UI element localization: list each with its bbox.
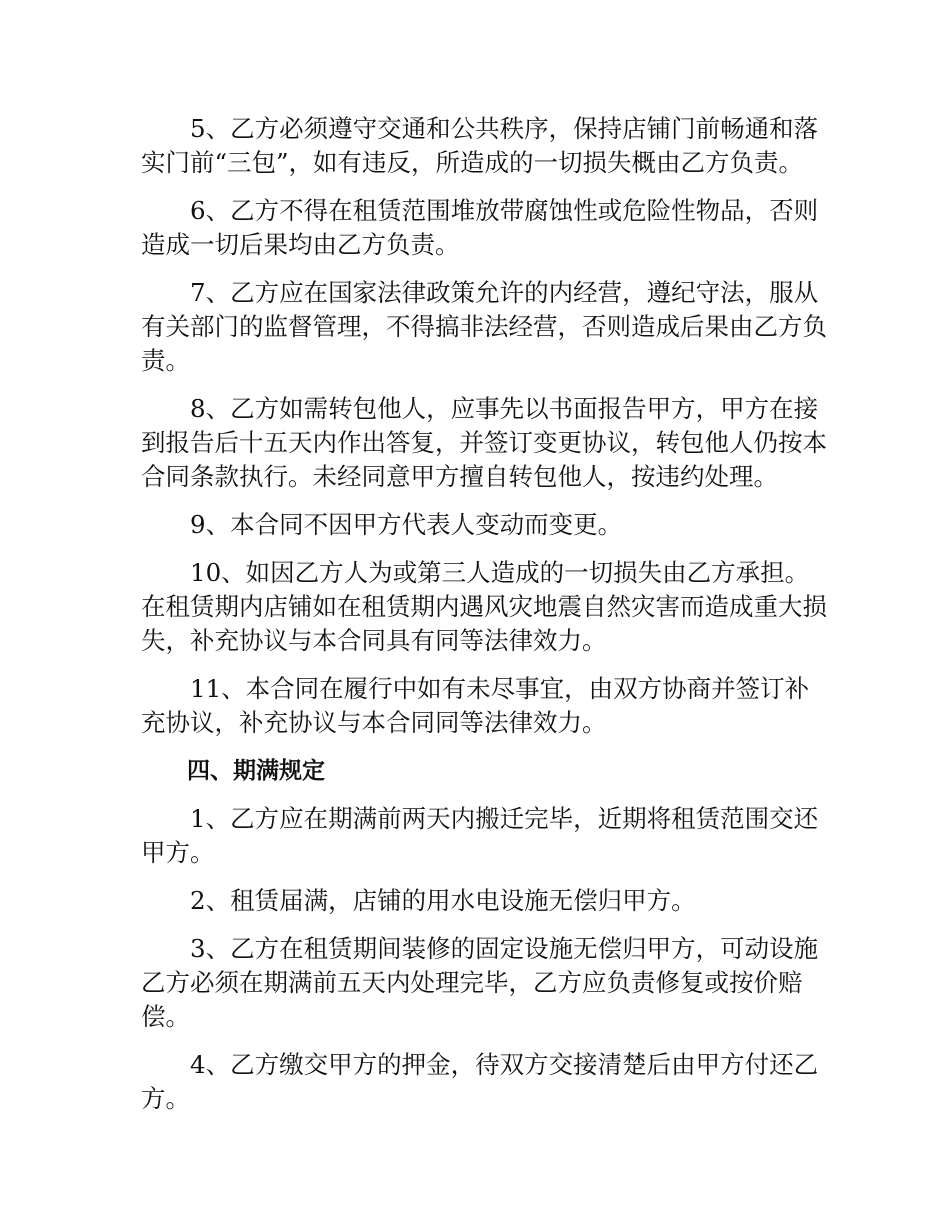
section-heading: 四、期满规定 — [187, 758, 325, 784]
clause-paragraph: 1、乙方应在期满前两天内搬迁完毕，近期将租赁范围交还甲方。 — [141, 804, 819, 867]
clause-paragraph: 11、本合同在履行中如有未尽事宜，由双方协商并签订补充协议，补充协议与本合同同等法律效力。 — [141, 674, 810, 737]
clause-paragraph: 8、乙方如需转包他人，应事先以书面报告甲方，甲方在接到报告后十五天内作出答复，并签订变更协议，转包他人仍按本合同条款执行。未经同意甲方擅自转包他人，按违约处理。 — [141, 394, 827, 491]
document-body — [141, 112, 831, 1130]
clause-paragraph: 4、乙方缴交甲方的押金，待双方交接清楚后由甲方付还乙方。 — [141, 1050, 819, 1113]
clause-paragraph: 10、如因乙方人为或第三人造成的一切损失由乙方承担。在租赁期内店铺如在租赁期内遇风灾地震自然灾害而造成重大损失，补充协议与本合同具有同等法律效力。 — [141, 558, 827, 655]
clause-paragraph: 9、本合同不因甲方代表人变动而变更。 — [190, 510, 623, 539]
clause-paragraph: 3、乙方在租赁期间装修的固定设施无偿归甲方，可动设施乙方必须在期满前五天内处理完毕，乙方应负责修复或按价赔偿。 — [141, 934, 819, 1031]
clause-paragraph: 5、乙方必须遵守交通和公共秩序，保持店铺门前畅通和落实门前“三包”，如有违反，所造成的一切损失概由乙方负责。 — [141, 114, 819, 177]
clause-paragraph: 7、乙方应在国家法律政策允许的内经营，遵纪守法，服从有关部门的监督管理，不得搞非法经营，否则造成后果由乙方负责。 — [141, 278, 827, 375]
clause-paragraph: 2、租赁届满，店铺的用水电设施无偿归甲方。 — [190, 886, 696, 915]
clause-paragraph: 6、乙方不得在租赁范围堆放带腐蚀性或危险性物品，否则造成一切后果均由乙方负责。 — [141, 196, 819, 259]
